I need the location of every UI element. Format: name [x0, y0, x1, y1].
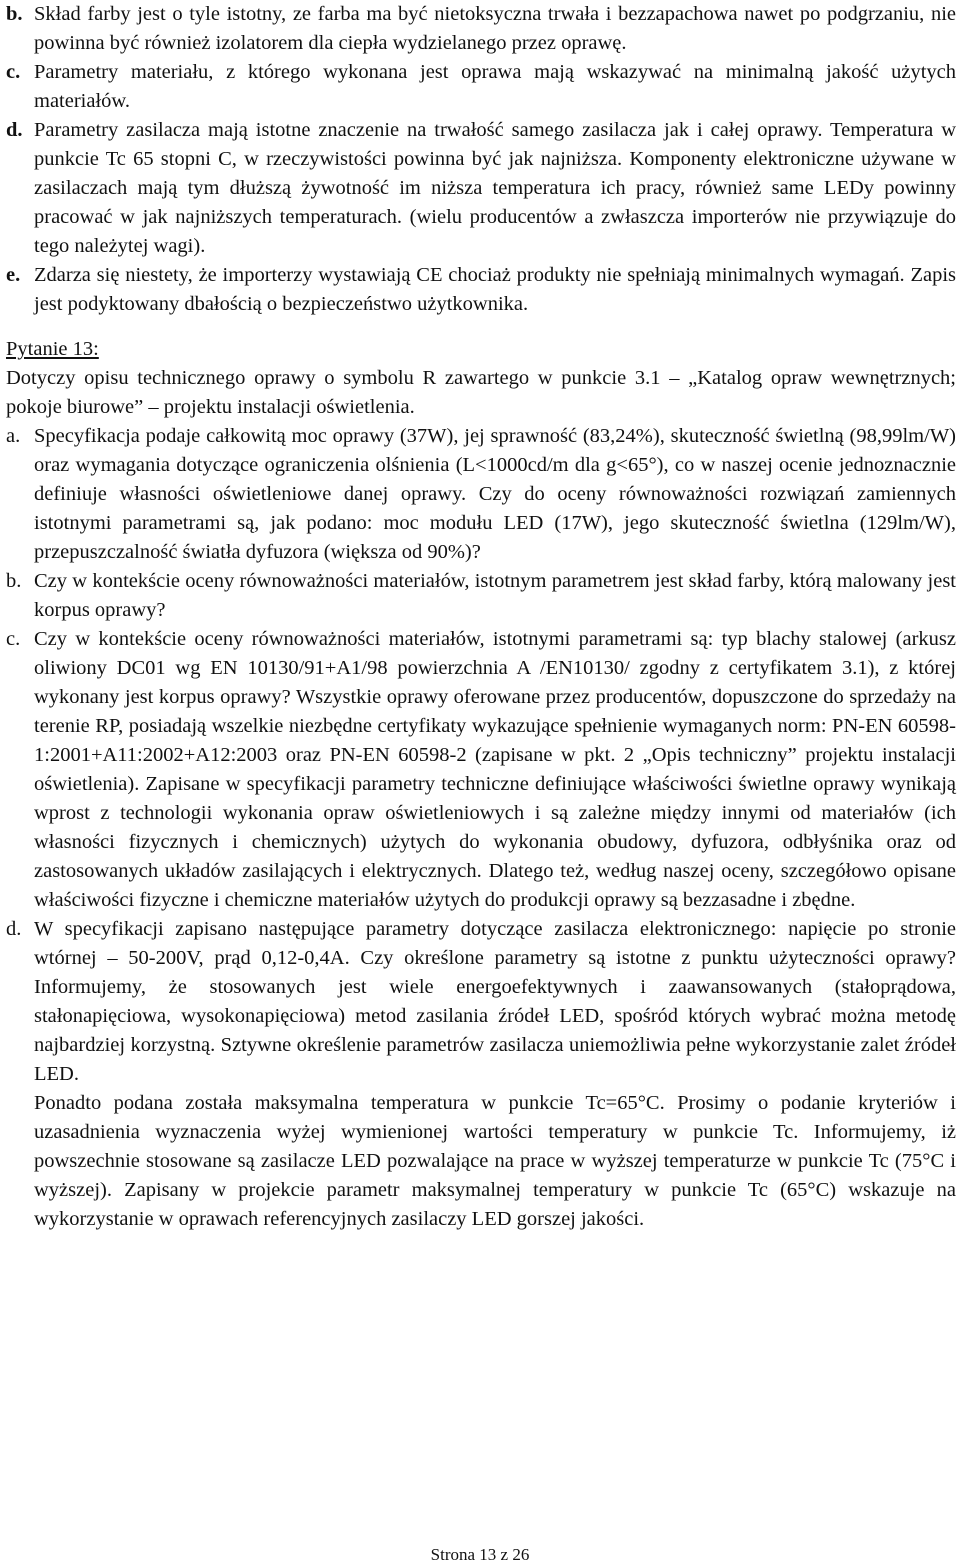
list-item-c — [6, 58, 956, 116]
closing-paragraph: Ponadto podana została maksymalna temperatura w punkcie Tc=65°C. Prosimy o podanie kryteriów i uzasadnienia wyznaczenia wyżej wymienionej wartości temperatury w punkcie Tc. Informujemy, iż powszechnie stosowane są zasilacze LED pozwalające na prace w wyższej temperaturze w punkcie Tc (75°C i wyższej). Zapisany w projekcie parametr maksymalnej temperatury w punkcie Tc (65°C) wskazuje na wykorzystanie w oprawach referencyjnych zasilaczy LED gorszej jakości. — [34, 1092, 956, 1230]
list-marker: d. — [6, 119, 23, 141]
question-section — [6, 335, 956, 1234]
list-item-text: Czy w kontekście oceny równoważności materiałów, istotnymi parametrami są: typ blachy stalowej (arkusz oliwiony DC01 wg EN 10130/91+A1/98 powierzchnia A /EN10130/ zgodny z certyfikatem 3.1), z której wykonany jest korpus oprawy? Wszystkie oprawy oferowane przez producentów, dopuszczone do sprzedaży na terenie RP, posiadają wszelkie niezbędne certyfikaty wykazujące spełnienie wymaganych norm: PN-EN 60598-1:2001+A11:2002+A12:2003 oraz PN-EN 60598-2 (zapisane w pkt. 2 „Opis techniczny” projektu instalacji oświetlenia). Zapisane w specyfikacji parametry techniczne definiujące właściwości świetlne oprawy wynikają wprost z technologii wykonania opraw oświetleniowych i są zależne między innymi od materiałów (ich własności fizycznych i chemicznych) użytych do wykonania obudowy, dyfuzora, odbłyśnika oraz od zastosowanych układów zasilających i elektrycznych. Dlatego też, według naszej oceny, szczegółowo opisane właściwości fizyczne i chemiczne materiałów użytych do produkcji oprawy są bezzasadne i zbędne. — [34, 628, 956, 911]
list-item-text: Specyfikacja podaje całkowitą moc oprawy (37W), jej sprawność (83,24%), skuteczność świetlną (98,99lm/W) oraz wymagania dotyczące ograniczenia olśnienia (L<1000cd/m dla g<65°), co w naszej ocenie jednoznacznie definiuje własności oświetleniowe danej oprawy. Czy do oceny równoważności rozwiązań zamiennych istotnymi parametrami są, jak podano: moc modułu LED (17W), jego skuteczność świetlna (129lm/W), przepuszczalność światła dyfuzora (większa od 90%)? — [34, 425, 956, 563]
list-marker: a. — [6, 425, 21, 447]
list-item-text: Skład farby jest o tyle istotny, ze farba ma być nietoksyczna trwała i bezzapachowa nawet po podgrzaniu, nie powinna być również izolatorem dla ciepła wydzielanego przez oprawę. — [34, 3, 956, 54]
list-marker: c. — [6, 628, 21, 650]
list-item-e — [6, 261, 956, 319]
section-intro: Dotyczy opisu technicznego oprawy o symbolu R zawartego w punkcie 3.1 – „Katalog opraw wewnętrznych; pokoje biurowe” – projektu instalacji oświetlenia. — [6, 367, 956, 418]
document-page — [6, 0, 956, 1234]
list-item-text: W specyfikacji zapisano następujące parametry dotyczące zasilacza elektronicznego: napięcie po stronie wtórnej – 50-200V, prąd 0,12-0,4A. Czy określone parametry są istotne z punktu użyteczności oprawy? Informujemy, że stosowanych jest wiele energoefektywnych i zaawansowanych (stałoprądowa, stałonapięciowa, wysokonapięciowa) metod zasilania źródeł LED, spośród których wybrać można metodę najbardziej korzystną. Sztywne określenie parametrów zasilacza uniemożliwia pełne wykorzystanie zalet źródeł LED. — [34, 918, 956, 1085]
section-heading: Pytanie 13: — [6, 338, 99, 360]
list-marker: b. — [6, 570, 22, 592]
list-item-text: Czy w kontekście oceny równoważności materiałów, istotnym parametrem jest skład farby, którą malowany jest korpus oprawy? — [34, 570, 956, 621]
list-marker: d. — [6, 918, 22, 940]
question-item-a — [6, 422, 956, 567]
list-marker: e. — [6, 264, 21, 286]
list-marker: b. — [6, 3, 23, 25]
question-item-b — [6, 567, 956, 625]
question-item-d — [6, 915, 956, 1089]
list-item-text: Parametry zasilacza mają istotne znaczenie na trwałość samego zasilacza jak i całej oprawy. Temperatura w punkcie Tc 65 stopni C, w rzeczywistości powinna być jak najniższa. Komponenty elektroniczne używane w zasilaczach mają tym dłuższą żywotność im niższa temperatura ich pracy, również same LEDy powinny pracować w jak najniższych temperaturach. (wielu producentów a zwłaszcza importerów nie przywiązuje do tego należytej wagi). — [34, 119, 956, 257]
list-item-b — [6, 0, 956, 58]
question-item-c — [6, 625, 956, 915]
section-spacer — [6, 319, 956, 335]
list-item-d — [6, 116, 956, 261]
top-list — [6, 0, 956, 319]
list-item-text: Parametry materiału, z którego wykonana jest oprawa mają wskazywać na minimalną jakość użytych materiałów. — [34, 61, 956, 112]
list-item-text: Zdarza się niestety, że importerzy wystawiają CE chociaż produkty nie spełniają minimalnych wymagań. Zapis jest podyktowany dbałością o bezpieczeństwo użytkownika. — [34, 264, 956, 315]
page-number-footer: Strona 13 z 26 — [430, 1545, 530, 1564]
list-marker: c. — [6, 61, 21, 83]
